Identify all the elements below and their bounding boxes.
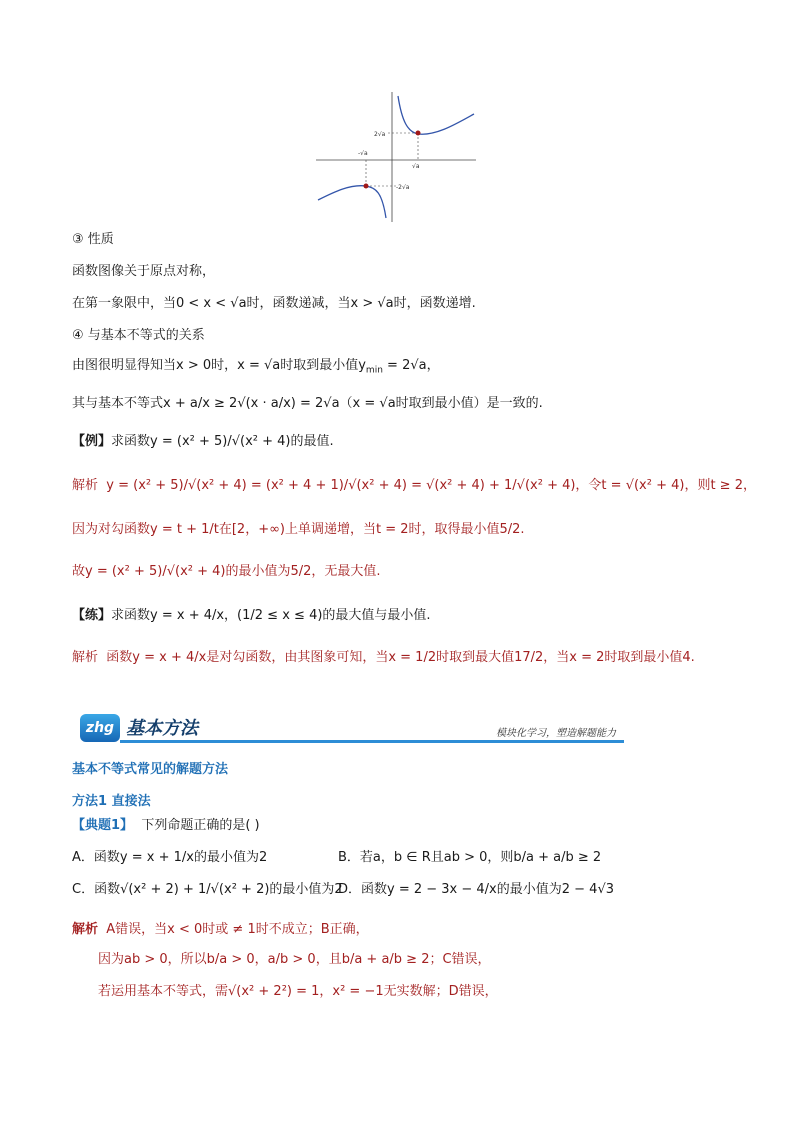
label-neg-sqrta: -√a	[358, 150, 368, 157]
typical-question: 【典题1】 下列命题正确的是( )	[72, 818, 260, 833]
method1-title: 方法1 直接法	[72, 794, 151, 809]
branch-positive	[398, 96, 474, 134]
option-b: B．若a，b ∈ R且ab > 0，则b/a + a/b ≥ 2	[338, 850, 602, 865]
section4-line2: 其与基本不等式x + a/x ≥ 2√(x · a/x) = 2√a（x = √a时取到最小值）是一致的.	[72, 396, 543, 411]
example-tag: 【例】	[72, 434, 112, 449]
section4-line1: 由图很明显得知当x > 0时，x = √a时取到最小值$y_{min} = 2√a$，	[72, 358, 440, 376]
option-c: C．函数√(x² + 2) + 1/√(x² + 2)的最小值为2	[72, 882, 343, 897]
label-2sqrta: 2√a	[374, 131, 386, 138]
example-sol1: 解析 y = (x² + 5)/√(x² + 4) = (x² + 4 + 1)/√(x² + 4) = √(x² + 4) + 1/√(x² + 4)，令t = √(x² + 4)，则t ≥ 2，	[72, 478, 756, 493]
methods-heading: 基本不等式常见的解题方法	[72, 762, 229, 777]
typical-sol1: 解析 A错误，当x < 0时或 ≠ 1时不成立；B正确，	[72, 922, 369, 937]
practice-tag: 【练】	[72, 608, 112, 623]
hook-function-graph	[316, 92, 476, 222]
typical-sol2: 因为ab > 0，所以b/a > 0，a/b > 0，且b/a + a/b ≥ 2；C错误，	[98, 952, 491, 967]
label-sqrta: √a	[412, 163, 420, 170]
option-a: A．函数y = x + 1/x的最小值为2	[72, 850, 268, 865]
sol-label: 解析	[72, 478, 99, 493]
option-d: D．函数y = 2 − 3x − 4/x的最小值为2 − 4√3	[338, 882, 615, 897]
example-question: 【例】求函数y = (x² + 5)/√(x² + 4)的最值.	[72, 434, 334, 449]
example-sol2: 因为对勾函数y = t + 1/t在[2，+∞)上单调递增，当t = 2时，取得最小值5/2.	[72, 522, 525, 537]
practice-question: 【练】求函数y = x + 4/x，(1/2 ≤ x ≤ 4)的最大值与最小值.	[72, 608, 431, 623]
banner-slogan: 模块化学习，塑造解题能力	[496, 728, 616, 739]
banner-title: 基本方法	[126, 718, 198, 739]
section3-heading: ③ 性质	[72, 232, 114, 247]
max-point	[364, 184, 369, 189]
brand-logo: zhg	[80, 714, 120, 742]
section3-line2: 在第一象限中，当0 < x < √a时，函数递减，当x > √a时，函数递增.	[72, 296, 476, 311]
typical-tag: 【典题1】	[72, 818, 134, 833]
practice-sol: 解析 函数y = x + 4/x是对勾函数，由其图象可知，当x = 1/2时取到最大值17/2，当x = 2时取到最小值4.	[72, 650, 695, 665]
branch-negative	[318, 186, 386, 218]
typical-sol-label: 解析	[72, 922, 99, 937]
section-banner	[72, 706, 624, 746]
section3-line1: 函数图像关于原点对称，	[72, 264, 216, 279]
section4-heading: ④ 与基本不等式的关系	[72, 328, 205, 343]
typical-sol3: 若运用基本不等式，需√(x² + 2²) = 1，x² = −1无实数解；D错误，	[98, 984, 498, 999]
min-point	[416, 131, 421, 136]
label-neg-2sqrta: -2√a	[396, 184, 410, 191]
example-sol3: 故y = (x² + 5)/√(x² + 4)的最小值为5/2，无最大值.	[72, 564, 381, 579]
banner-underline	[120, 740, 624, 743]
